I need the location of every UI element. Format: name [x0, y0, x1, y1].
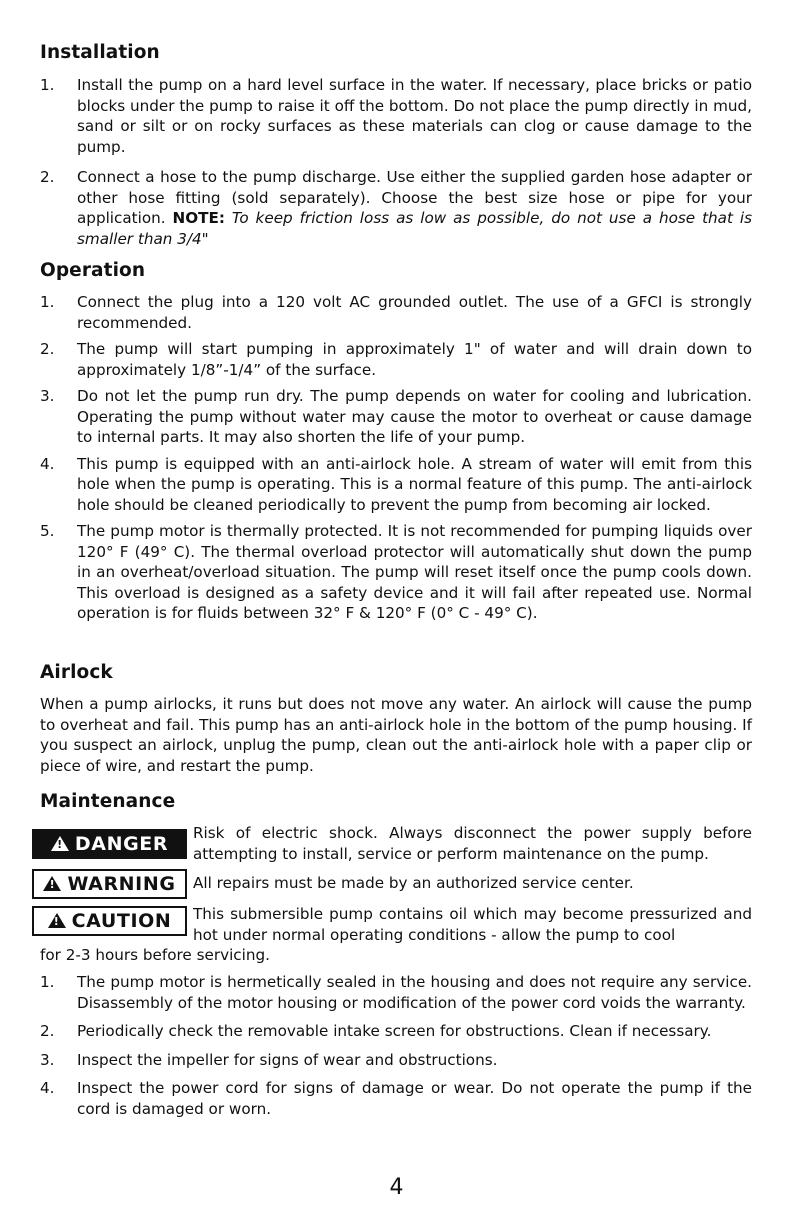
- item-text: Do not let the pump run dry. The pump depends on water for cooling and lubrication. Operating the pump without water may cause the motor to overheat or cause damage to internal parts. It may also shorten the life of your pump.: [77, 387, 752, 446]
- airlock-heading: Airlock: [40, 662, 113, 683]
- warning-triangle-icon: !: [51, 837, 75, 852]
- item-text: Inspect the impeller for signs of wear and obstructions.: [77, 1050, 498, 1069]
- item-number: 1.: [40, 293, 55, 311]
- list-item: [40, 454, 752, 516]
- list-item: [40, 521, 752, 624]
- item-text: Connect a hose to the pump discharge. Use either the supplied garden hose adapter or other hose fitting (sold separately). Choose the best size hose or pipe for your application.: [77, 168, 752, 227]
- caution-label: CAUTION: [71, 909, 172, 932]
- warning-triangle-icon: !: [48, 914, 72, 929]
- danger-text: Risk of electric shock. Always disconnect the power supply before attempting to install, service or perform maintenance on the pump.: [193, 824, 752, 863]
- item-number: 4.: [40, 454, 55, 473]
- operation-heading: Operation: [40, 260, 146, 281]
- list-item: [40, 292, 752, 333]
- item-number: 5.: [40, 522, 55, 540]
- item-text: Install the pump on a hard level surface in the water. If necessary, place bricks or patio blocks under the pump to raise it off the bottom. Do not place the pump directly in mud, sand or silt or on rocky surfaces as these materials can clog or cause damage to the pump.: [77, 76, 752, 156]
- list-item: [40, 386, 752, 448]
- caution-text-continued: for 2-3 hours before servicing.: [40, 946, 270, 964]
- item-number: 2.: [40, 1022, 55, 1040]
- maintenance-list: [40, 972, 752, 1119]
- list-item: [40, 167, 752, 249]
- item-number: 2.: [40, 168, 55, 186]
- warning-triangle-icon: !: [43, 877, 67, 892]
- warning-label: WARNING: [67, 872, 176, 895]
- item-number: 3.: [40, 387, 55, 405]
- list-item: [40, 1021, 752, 1042]
- warning-badge: [32, 869, 187, 899]
- list-item: [40, 75, 752, 157]
- page-number: 4: [389, 1175, 404, 1200]
- note-label: NOTE:: [172, 209, 225, 227]
- installation-list: [40, 75, 752, 249]
- item-number: 1.: [40, 76, 55, 94]
- item-number: 1.: [40, 973, 55, 991]
- installation-heading: Installation: [40, 42, 160, 63]
- caution-text: This submersible pump contains oil which may become pressurized and hot under normal operating conditions - allow the pump to cool: [193, 905, 752, 944]
- list-item: [40, 1050, 752, 1071]
- item-number: 2.: [40, 340, 55, 358]
- warning-text: All repairs must be made by an authorized service center.: [193, 874, 634, 892]
- list-item: [40, 339, 752, 380]
- note-text: To keep friction loss as low as possible, do not use a hose that is smaller than 3/4": [77, 209, 752, 248]
- item-text: Periodically check the removable intake screen for obstructions. Clean if necessary.: [77, 1022, 712, 1040]
- list-item: [40, 1078, 752, 1119]
- list-item: [40, 972, 752, 1013]
- operation-list: [40, 292, 752, 624]
- item-text: This pump is equipped with an anti-airlock hole. A stream of water will emit from this hole when the pump is operating. This is a normal feature of this pump. The anti-airlock hole should be cleaned periodically to prevent the pump from becoming air locked.: [77, 454, 752, 514]
- item-text: Connect the plug into a 120 volt AC grounded outlet. The use of a GFCI is strongly recommended.: [77, 293, 752, 332]
- item-text: The pump motor is hermetically sealed in the housing and does not require any service. Disassembly of the motor housing or modification of the power cord voids the warranty.: [77, 973, 752, 1012]
- maintenance-heading: Maintenance: [40, 791, 176, 812]
- danger-badge: [32, 829, 187, 859]
- danger-label: DANGER: [74, 832, 169, 855]
- item-text: The pump will start pumping in approximately 1" of water and will drain down to approximately 1/8”-1/4” of the surface.: [77, 340, 752, 379]
- item-number: 4.: [40, 1079, 55, 1097]
- airlock-paragraph: When a pump airlocks, it runs but does not move any water. An airlock will cause the pump to overheat and fail. This pump has an anti-airlock hole in the bottom of the pump housing. If you suspect an airlock, unplug the pump, clean out the anti-airlock hole with a paper clip or piece of wire, and restart the pump.: [40, 695, 752, 775]
- item-text: Inspect the power cord for signs of damage or wear. Do not operate the pump if the cord is damaged or worn.: [77, 1079, 752, 1118]
- caution-badge: [32, 906, 187, 936]
- item-text: The pump motor is thermally protected. It is not recommended for pumping liquids over 120° F (49° C). The thermal overload protector will automatically shut down the pump in an overheat/overload situation. The pump will reset itself once the pump cools down. This overload is designed as a safety device and it will fail after repeated use. Normal operation is for fluids between 32° F & 120° F (0° C - 49° C).: [77, 522, 752, 622]
- item-number: 3.: [40, 1050, 55, 1069]
